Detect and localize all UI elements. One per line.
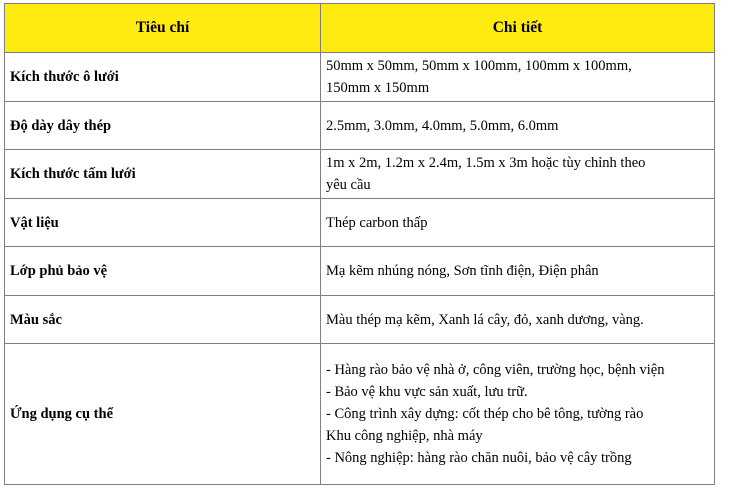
table-row: [5, 102, 715, 150]
criterion-cell: Độ dày dây thép: [5, 102, 321, 150]
detail-line: 150mm x 150mm: [326, 80, 430, 96]
criterion-cell: Lớp phủ bảo vệ: [5, 247, 321, 296]
detail-line: yêu cầu: [326, 177, 371, 193]
table-row: [5, 199, 715, 247]
detail-line: 2.5mm, 3.0mm, 4.0mm, 5.0mm, 6.0mm: [326, 117, 559, 134]
detail-cell: [321, 102, 715, 150]
table-row: [5, 296, 715, 344]
table-header-row: [5, 4, 715, 53]
detail-line: - Bảo vệ khu vực sản xuất, lưu trữ.: [326, 384, 528, 400]
detail-line: - Hàng rào bảo vệ nhà ở, công viên, trường học, bệnh viện: [326, 362, 665, 378]
detail-cell: [321, 296, 715, 344]
header-criterion: Tiêu chí: [5, 4, 321, 53]
detail-line: Thép carbon thấp: [326, 214, 428, 231]
detail-line: Khu công nghiệp, nhà máy: [326, 428, 483, 444]
criterion-cell: Ứng dụng cụ thể: [5, 344, 321, 485]
detail-line: 50mm x 50mm, 50mm x 100mm, 100mm x 100mm,: [326, 58, 632, 74]
table-row: [5, 53, 715, 102]
criterion-cell: Màu sắc: [5, 296, 321, 344]
detail-cell: [321, 344, 715, 485]
criterion-cell: Kích thước ô lưới: [5, 53, 321, 102]
criterion-cell: Vật liệu: [5, 199, 321, 247]
detail-line: Màu thép mạ kẽm, Xanh lá cây, đỏ, xanh dương, vàng.: [326, 311, 644, 328]
detail-line: - Nông nghiệp: hàng rào chăn nuôi, bảo vệ cây trồng: [326, 450, 632, 466]
table-row: [5, 344, 715, 485]
detail-line: - Công trình xây dựng: cốt thép cho bê tông, tường rào: [326, 406, 644, 422]
table-row: [5, 150, 715, 199]
criterion-cell: Kích thước tấm lưới: [5, 150, 321, 199]
detail-cell: [321, 247, 715, 296]
detail-cell: [321, 53, 715, 102]
table-row: [5, 247, 715, 296]
header-detail: Chi tiết: [321, 4, 715, 53]
detail-line: 1m x 2m, 1.2m x 2.4m, 1.5m x 3m hoặc tùy chỉnh theo: [326, 155, 646, 171]
detail-cell: [321, 199, 715, 247]
detail-cell: [321, 150, 715, 199]
spec-table: [4, 3, 715, 485]
detail-line: Mạ kẽm nhúng nóng, Sơn tĩnh điện, Điện phân: [326, 263, 599, 279]
